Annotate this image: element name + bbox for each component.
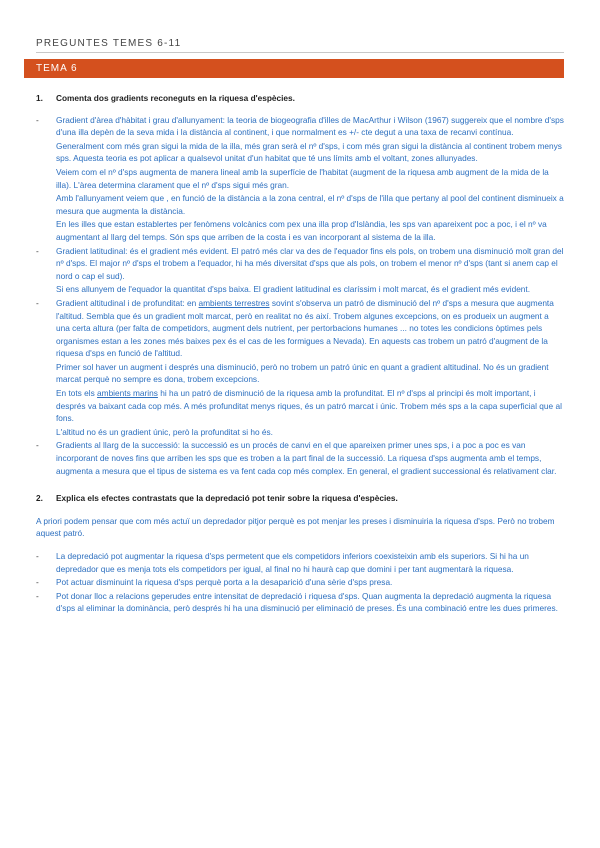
section-banner: [24, 59, 564, 78]
text-run: sovint s'observa un patró de disminució del nº d'sps a mesura que augmenta l'altitud. Sembla que és un gradient molt marcat, però en realitat no és així. Trobem algunes excepcions, on es produeix un augment a una certa altura (per falta de competidors, augment dels nutrient, per pertorbacions humanes ... no totes les condicions òptimes pels organismes estan a les zones més baixes pex és el cas de les formigues a Nevada). En aquests cas trobem un patró d'augment de la riquesa d'sps en funció de l'altitud.: [56, 297, 554, 359]
list-item: [36, 297, 564, 439]
paragraph: - Pot donar lloc a relacions geperudes entre intensitat de depredació i riquesa d'sps. Quan augmenta la depredació augmenta la riquesa d'sps al eliminar la dominància, però després hi ha una disminució per eliminació de preses. És una combinació entre les dues primeres.: [56, 590, 558, 614]
list-item: [36, 114, 564, 244]
underlined-term: ambients marins: [97, 388, 158, 399]
question-number: 1.: [36, 93, 43, 103]
intro-paragraph: A priori podem pensar que com més actuï un depredador pitjor perquè es pot menjar les preses i disminuiria la riquesa d'sps. Però no trobem aquest patró.: [36, 515, 555, 539]
question-number: 2.: [36, 493, 43, 504]
paragraph: Primer sol haver un augment i després una disminució, però no trobem un patró únic en quant a gradient altitudinal. No és un gradient marcat perquè no sempre es dona, trobem excepcions.: [56, 361, 549, 385]
list-item: [36, 245, 564, 296]
question-1: [36, 92, 564, 105]
paragraph: - La depredació pot augmentar la riquesa d'sps permetent que els competidors inferiors coexisteixin amb els superiors. Si hi ha un depredador que es menja tots els competidors per igual, al final no hi haurà cap que domini i per tant augmentarà la riquesa.: [56, 551, 529, 574]
text-run: Gradient altitudinal i de profunditat: en: [56, 297, 199, 308]
paragraph: Generalment com més gran sigui la mida de la illa, més gran serà el nº d'sps, i com més gran sigui la distància al continent trobem menys sps. Aquesta teoria es pot aplicar a qualsevol unitat d'un habitat que té uns límits amb el voltant, zones allunyades.: [56, 140, 562, 164]
spacer: [36, 478, 564, 492]
answer-list-2: [36, 550, 564, 615]
list-item: [36, 439, 564, 477]
paragraph: [56, 387, 564, 425]
paragraph: L'altitud no és un gradient únic, però la profunditat si ho és.: [56, 426, 273, 437]
document-body: [36, 92, 564, 616]
section-label: TEMA 6: [36, 63, 78, 74]
paragraph: - Gradient latitudinal: és el gradient més evident. El patró més clar va des de l'equador fins els pols, on trobem una disminució molt gran del nº d'sps. El major nº d'sps el trobem a l'equador, hi ha més diversitat d'sps que als pols, on trobem el menor nº d'sps (tant si anem cap el nord o cap el sud).: [56, 245, 564, 281]
document-title: PREGUNTES TEMES 6-11: [36, 38, 182, 49]
question-text: Explica els efectes contrastats que la depredació pot tenir sobre la riquesa d'espècies.: [56, 493, 398, 504]
paragraph: Si ens allunyem de l'equador la quantitat d'sps baixa. El gradient latitudinal es claríssim i molt marcat, és el gradient més evident.: [56, 284, 531, 295]
paragraph: - Gradient d'àrea d'hàbitat i grau d'allunyament: la teoria de biogeografia d'illes de MacArthur i Wilson (1967) suggereix que el nombre d'sps d'una illa depèn de la seva mida i la distància al continent, i que normalment es +/- cte degut a una taxa de recanvi contínua.: [56, 114, 564, 138]
paragraph: [56, 297, 564, 360]
paragraph: - Gradients al llarg de la successió: la successió es un procés de canvi en el que apareixen primer unes sps, i a poc a poc es van incorporant de noves fins que arriben les sps que es troben a la part final de la successió. La riquesa d'sps augmenta amb el temps, augmenta a mesura que el tipus de sistema es va fent cada cop més complex. En general, el gradient successional és relativament clar.: [56, 440, 557, 476]
text-run: hi ha un patró de disminució de la riquesa amb la profunditat. El nº d'sps al principi és molt important, i després va baixant cada cop més. A més profunditat menys riques, és un patró marcat i únic. Trobem més sps a la capa superficial que al fons.: [56, 388, 562, 424]
header-divider: [36, 52, 564, 53]
paragraph: - Pot actuar disminuint la riquesa d'sps perquè porta a la desaparició d'una sèrie d'sps presa.: [56, 577, 393, 588]
paragraph: En les illes que estan establertes per fenòmens volcànics com pex una illa prop d'Islàndia, les sps van apareixent poc a poc, i el nº va augmentant al llarg del temps. Són sps que arriben de la costa i es van incorporant al sistema de la illa.: [56, 219, 547, 242]
list-item: [36, 576, 564, 589]
paragraph: Veiem com el nº d'sps augmenta de manera lineal amb la superfície de l'habitat (augment de la riquesa amb augment de la mida de la illa). L'àrea determina clarament que el nº d'sps sigui més gran.: [56, 166, 549, 190]
list-item: [36, 550, 564, 575]
question-2: [36, 492, 564, 505]
list-item: [36, 590, 564, 615]
text-run: En tots els: [56, 388, 98, 399]
question-text: Comenta dos gradients reconeguts en la riquesa d'espècies.: [56, 93, 295, 103]
answer-list-1: [36, 114, 564, 478]
underlined-term: ambients terrestres: [198, 297, 270, 308]
paragraph: Amb l'allunyament veiem que , en funció de la distància a la zona central, el nº d'sps de l'illa que pertany al pool del continent disminueix a mesura que augmenta la distància.: [56, 193, 564, 216]
